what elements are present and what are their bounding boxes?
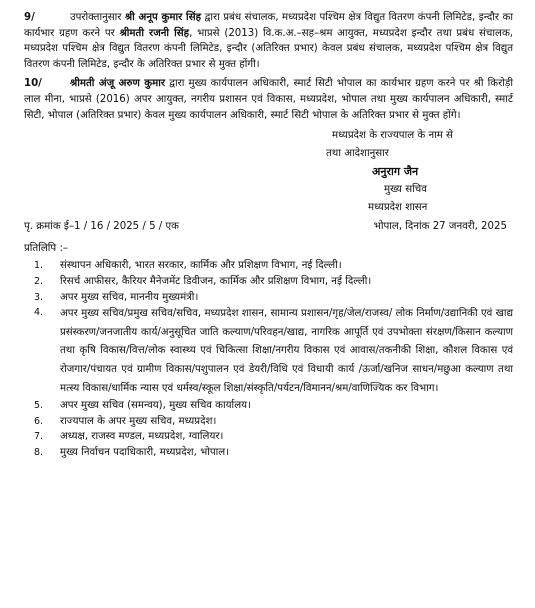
- list-item-number: 2.: [34, 275, 44, 287]
- list-item-number: 6.: [34, 415, 44, 427]
- list-item-number: 5.: [34, 400, 44, 412]
- signatory-designation: मुख्य सचिव: [384, 184, 427, 196]
- paragraph-number: 10/: [24, 78, 42, 90]
- signature-authority-line: मध्यप्रदेश के राज्यपाल के नाम से: [332, 130, 453, 142]
- copy-list: [24, 258, 513, 460]
- signature-block: [324, 127, 513, 217]
- list-item-text: अपर मुख्य सचिव (समन्वय), मुख्य सचिव कार्यालय।: [60, 400, 251, 412]
- document-body: [24, 10, 513, 460]
- place-date: भोपाल, दिनांक 27 जनवरी, 2025: [373, 221, 507, 233]
- signature-order-line: तथा आदेशानुसार: [326, 148, 389, 160]
- list-item: [24, 290, 513, 306]
- list-item: [24, 429, 513, 445]
- list-item: [24, 258, 513, 274]
- paragraph-9: [24, 10, 513, 72]
- list-item-text: राज्यपाल के अपर मुख्य सचिव, मध्यप्रदेश।: [60, 415, 217, 427]
- list-item-number: 4.: [34, 307, 44, 319]
- list-item: [24, 305, 513, 398]
- copy-heading: प्रतिलिपि :–: [24, 242, 68, 254]
- list-item-text: रिसर्च आफीसर, कैरियर मैनेजमेंट डिवीजन, कार्मिक और प्रशिक्षण विभाग, नई दिल्ली।: [60, 275, 372, 287]
- reference-number: पृ. क्रमांक ई–1 / 16 / 2025 / 5 / एक: [24, 221, 179, 233]
- paragraph-lead: उपरोक्तानुसार: [70, 12, 122, 23]
- list-item: [24, 398, 513, 414]
- list-item-text: अपर मुख्य सचिव, माननीय मुख्यमंत्री।: [60, 291, 199, 303]
- list-item-text: अध्यक्ष, राजस्व मण्डल, मध्यप्रदेश, ग्वालियर।: [60, 431, 224, 443]
- paragraph-text: द्वारा प्रबंध संचालक, मध्यप्रदेश पश्चिम क्षेत्र विद्युत वितरण कंपनी लिमिटेड, इन्दौर का कार्यभार ग्रहण करने पर: [24, 12, 513, 39]
- signatory-office: मध्यप्रदेश शासन: [368, 202, 428, 214]
- list-item-number: 8.: [34, 446, 44, 458]
- officer-name: श्री अनूप कुमार सिंह: [124, 12, 201, 23]
- list-item-number: 3.: [34, 291, 44, 303]
- officer-name: श्रीमती अंजू अरुण कुमार: [70, 78, 165, 90]
- list-item-number: 1.: [34, 260, 44, 272]
- list-item-number: 7.: [34, 431, 44, 443]
- signatory-name: अनुराग जैन: [372, 165, 419, 179]
- reference-line: [24, 219, 513, 235]
- paragraph-text: द्वारा मुख्य कार्यपालन अधिकारी, स्मार्ट सिटी भोपाल का कार्यभार ग्रहण करने पर श्री किरोड़ी लाल मीना, भाप्रसे (2016) अपर आयुक्त, नगरीय प्रशासन एवं विकास, मध्यप्रदेश, भोपाल तथा मुख्य कार्यपालन अधिकारी, स्मार्ट सिटी, भोपाल (अतिरिक्त प्रभार) केवल मुख्य कार्यपालन अधिकारी, स्मार्ट सिटी भोपाल के अतिरिक्त प्रभार से मुक्त होंगे।: [24, 78, 513, 121]
- paragraph-text: , भाप्रसे (2013) वि.क.अ.–सह–श्रम आयुक्त, मध्यप्रदेश इन्दौर तथा प्रबंध संचालक, मध्यप्रदेश पश्चिम क्षेत्र विद्युत वितरण कंपनी लिमिटेड, इन्दौर (अतिरिक्त प्रभार) केवल प्रबंध संचालक, मध्यप्रदेश पश्चिम क्षेत्र विद्युत वितरण कंपनी लिमिटेड, इन्दौर के अतिरिक्त प्रभार से मुक्त होंगी।: [24, 27, 514, 70]
- list-item-text: मुख्य निर्वाचन पदाधिकारी, मध्यप्रदेश, भोपाल।: [60, 446, 230, 458]
- paragraph-10: [24, 76, 513, 123]
- list-item: [24, 445, 513, 461]
- list-item-text: संस्थापन अधिकारी, भारत सरकार, कार्मिक और प्रशिक्षण विभाग, नई दिल्ली।: [60, 260, 342, 272]
- list-item-text: अपर मुख्य सचिव/प्रमुख सचिव/सचिव, मध्यप्रदेश शासन, सामान्य प्रशासन/गृह/जेल/राजस्व/ लोक निर्माण/उद्यानिकी एवं खाद्य प्रसंस्करण/जनजातीय कार्य/अनुसूचित जाति कल्याण/परिवहन/खाद्य, नागरिक आपूर्ति एवं उपभोक्ता संरक्षण/किसान कल्याण तथा कृषि विकास/वित्त/लोक स्वास्थ्य एवं चिकित्सा शिक्षा/नगरीय विकास एवं आवास/तकनीकी शिक्षा, कौशल विकास एवं रोजगार/पंचायत एवं ग्रामीण विकास/पशुपालन एवं डेयरी/विधि एवं विधायी कार्य /ऊर्जा/खनिज साधन/मछुआ कल्याण तथा मत्स्य विकास/धार्मिक न्यास एवं धर्मस्व/स्कूल शिक्षा/संस्कृति/पर्यटन/विमानन/श्रम/वाणिज्यिक कर विभाग।: [60, 308, 513, 394]
- list-item: [24, 274, 513, 290]
- paragraph-number: 9/: [24, 12, 35, 23]
- list-item: [24, 414, 513, 430]
- officer-name: श्रीमती रजनी सिंह: [119, 27, 190, 39]
